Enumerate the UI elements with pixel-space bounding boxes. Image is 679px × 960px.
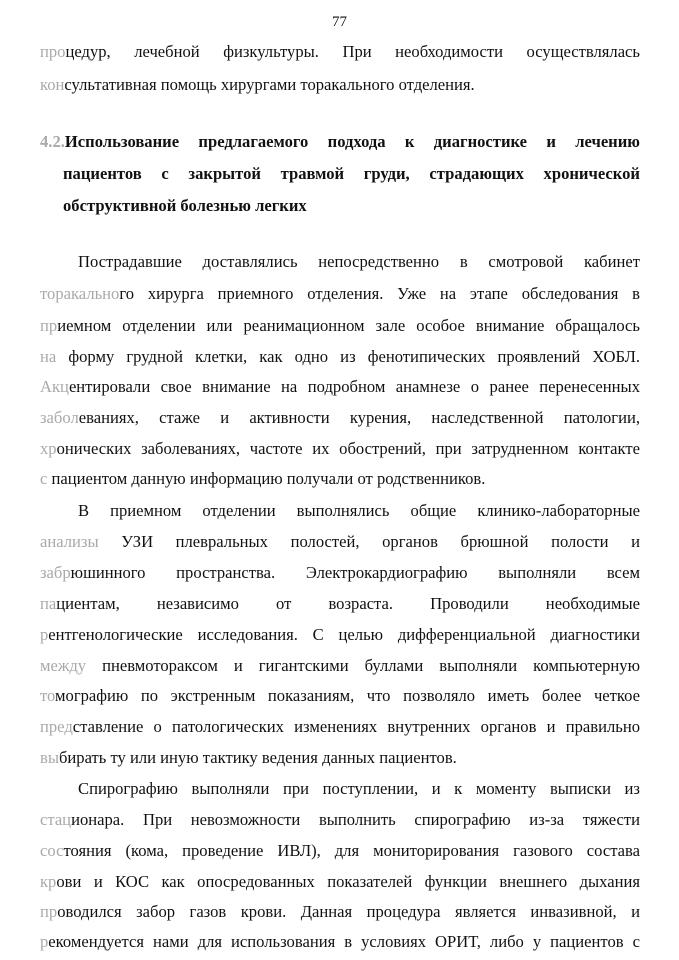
line-text: екомендуется нами для использования в условиях ОРИТ, либо у пациентов с (48, 932, 640, 951)
faded-fragment: забол (40, 408, 79, 427)
section-heading-line (63, 164, 640, 184)
text-line (40, 810, 640, 830)
line-text: мографию по экстренным показаниям, что позволяло иметь более четкое (55, 686, 640, 705)
section-heading-line (40, 132, 640, 152)
line-text: бирать ту или иную тактику ведения данных пациентов. (58, 748, 457, 767)
line-text: Пострадавшие доставлялись непосредственно в смотровой кабинет (78, 252, 640, 271)
line-text: оводился забор газов крови. Данная процедура является инвазивной, и (57, 902, 640, 921)
line-text: ентировали свое внимание на подробном анамнезе о ранее перенесенных (68, 377, 640, 396)
section-heading-line (63, 196, 640, 216)
section-number: 4.2. (40, 132, 65, 151)
faded-fragment: торакально (40, 284, 120, 303)
text-line (40, 594, 640, 614)
text-line (40, 439, 640, 459)
faded-fragment: па (40, 594, 57, 613)
faded-fragment: то (40, 686, 56, 705)
text-line (40, 284, 640, 304)
line-text: сультативная помощь хирургами торакального отделения. (64, 75, 475, 94)
faded-fragment: стац (40, 810, 72, 829)
line-text: ставление о патологических изменениях внутренних органов и правильно (72, 717, 640, 736)
faded-fragment: пр (40, 316, 58, 335)
faded-fragment: про (40, 42, 66, 61)
faded-fragment: забр (40, 563, 71, 582)
faded-fragment: пр (40, 902, 58, 921)
text-line (40, 841, 640, 861)
text-line (40, 656, 640, 676)
text-line (40, 408, 640, 428)
paragraph-first-line (78, 252, 640, 272)
faded-fragment: кон (40, 75, 65, 94)
faded-fragment: анализы (40, 532, 99, 551)
paragraph-first-line (78, 779, 640, 799)
text-line (40, 563, 640, 583)
line-text: форму грудной клетки, как одно из фенотипических проявлений ХОБЛ. (56, 347, 640, 366)
faded-fragment: между (40, 656, 87, 675)
text-line (40, 316, 640, 336)
heading-text: Использование предлагаемого подхода к диагностике и лечению (64, 132, 640, 151)
line-text: еваниях, стаже и активности курения, наследственной патологии, (78, 408, 640, 427)
line-text: цедур, лечебной физкультуры. При необходимости осуществлялась (65, 42, 640, 61)
faded-fragment: сос (40, 841, 64, 860)
text-line (40, 902, 640, 922)
line-text: ионара. При невозможности выполнить спирографию из-за тяжести (71, 810, 640, 829)
heading-text: обструктивной болезнью легких (63, 196, 307, 215)
line-text: пациентом данную информацию получали от родственников. (47, 469, 486, 488)
line-text: УЗИ плевральных полостей, органов брюшной полости и (98, 532, 640, 551)
text-line (40, 932, 640, 952)
line-text: В приемном отделении выполнялись общие клинико-лабораторные (78, 501, 640, 520)
line-text: Спирографию выполняли при поступлении, и к моменту выписки из (78, 779, 640, 798)
text-line (40, 717, 640, 737)
faded-fragment: кр (40, 872, 57, 891)
line-text: юшинного пространства. Электрокардиографию выполняли всем (70, 563, 640, 582)
faded-fragment: р (40, 625, 49, 644)
paragraph-first-line (78, 501, 640, 521)
page-number: 77 (332, 14, 347, 30)
text-line (40, 469, 640, 489)
line-text: ентгенологические исследования. С целью дифференциальной диагностики (48, 625, 640, 644)
faded-fragment: пред (40, 717, 73, 736)
line-text: иемном отделении или реанимационном зале особое внимание обращалось (57, 316, 640, 335)
faded-fragment: на (40, 347, 57, 366)
line-text: онических заболеваниях, частоте их обострений, при затрудненном контакте (56, 439, 640, 458)
line-text: пневмотораксом и гигантскими буллами выполняли компьютерную (86, 656, 640, 675)
faded-fragment: вы (40, 748, 59, 767)
text-line (40, 377, 640, 397)
faded-fragment: хр (40, 439, 57, 458)
line-text: ови и КОС как опосредованных показателей функции внешнего дыхания (56, 872, 640, 891)
line-text: циентам, независимо от возраста. Проводили необходимые (56, 594, 640, 613)
line-text: го хирурга приемного отделения. Уже на этапе обследования в (119, 284, 640, 303)
text-line (40, 532, 640, 552)
faded-fragment: р (40, 932, 49, 951)
text-line (40, 347, 640, 367)
line-text: тояния (кома, проведение ИВЛ), для мониторирования газового состава (63, 841, 640, 860)
text-line (40, 42, 640, 62)
faded-fragment: Акц (40, 377, 69, 396)
text-line (40, 872, 640, 892)
heading-text: пациентов с закрытой травмой груди, страдающих хронической (63, 164, 640, 183)
text-line (40, 75, 640, 95)
faded-fragment: с (40, 469, 48, 488)
text-line (40, 686, 640, 706)
text-line (40, 748, 640, 768)
text-line (40, 625, 640, 645)
